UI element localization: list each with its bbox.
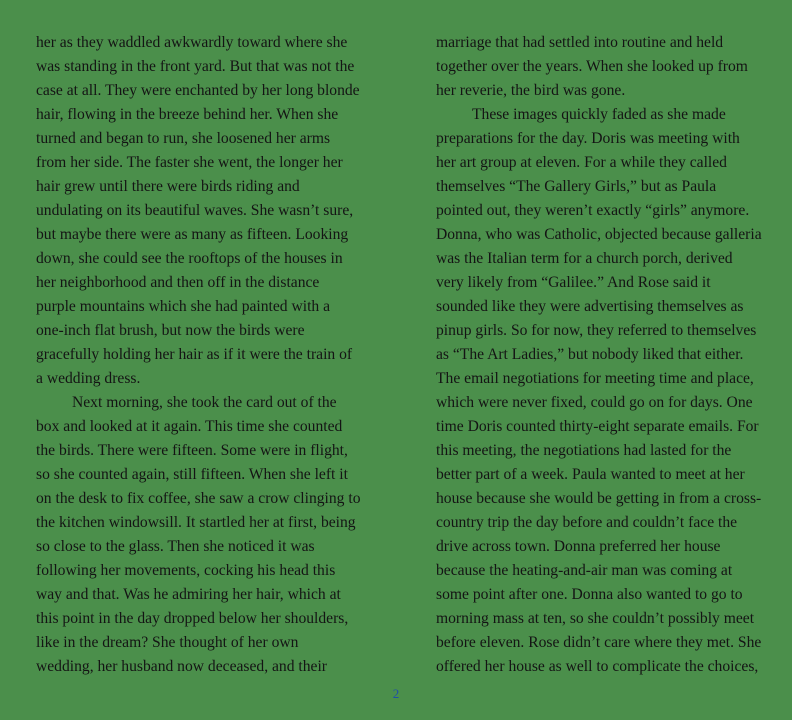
text-line: undulating on its beautiful waves. She wasn’t sure, [36,202,354,219]
text-line: as “The Art Ladies,” but nobody liked that either. [436,346,744,363]
text-line: so she counted again, still fifteen. When she left it [36,466,348,483]
text-line: this meeting, the negotiations had lasted for the [436,442,732,459]
text-line: following her movements, cocking his head this [36,562,336,579]
text-line: sounded like they were advertising themselves as [436,298,744,315]
text-line: her reverie, the bird was gone. [436,82,626,99]
text-line: so close to the glass. Then she noticed it was [36,538,315,555]
text-line: like in the dream? She thought of her own [36,634,299,651]
text-line: down, she could see the rooftops of the houses in [36,250,343,267]
text-line: from her side. The faster she went, the longer her [36,154,343,171]
text-line: some point after one. Donna also wanted to go to [436,586,743,603]
text-line: a wedding dress. [36,370,141,387]
right-column [436,31,766,679]
text-line: time Doris counted thirty-eight separate emails. For [436,418,759,435]
text-line: her neighborhood and then off in the distance [36,274,320,291]
text-line: her art group at eleven. For a while they called [436,154,727,171]
text-line: the birds. There were fifteen. Some were in flight, [36,442,348,459]
text-line: way and that. Was he admiring her hair, which at [36,586,341,603]
text-line: The email negotiations for meeting time and place, [436,370,754,387]
text-line: on the desk to fix coffee, she saw a crow clinging to [36,490,361,507]
text-line: one-inch flat brush, but now the birds were [36,322,305,339]
text-line: country trip the day before and couldn’t face the [436,514,738,531]
text-line: her as they waddled awkwardly toward where she [36,34,348,51]
text-line: offered her house as well to complicate the choices, [436,658,759,675]
text-line: themselves “The Gallery Girls,” but as Paula [436,178,717,195]
text-line: together over the years. When she looked up from [436,58,748,75]
text-line: wedding, her husband now deceased, and their [36,658,327,675]
text-line: was standing in the front yard. But that was not the [36,58,355,75]
text-line: because the heating-and-air man was coming at [436,562,733,579]
page-number: 2 [392,686,400,701]
text-line: box and looked at it again. This time she counted [36,418,343,435]
text-line: Donna, who was Catholic, objected because galleria [436,226,762,243]
text-line: These images quickly faded as she made [472,106,726,123]
text-line: turned and began to run, she loosened her arms [36,130,331,147]
text-line: purple mountains which she had painted with a [36,298,331,315]
text-line: the kitchen windowsill. It startled her at first, being [36,514,356,531]
text-line: was the Italian term for a church porch, derived [436,250,733,267]
text-line: drive across town. Donna preferred her house [436,538,721,555]
text-line: very likely from “Galilee.” And Rose said it [436,274,711,291]
text-line: gracefully holding her hair as if it were the train of [36,346,353,363]
text-line: before eleven. Rose didn’t care where they met. She [436,634,762,651]
text-line: this point in the day dropped below her shoulders, [36,610,349,627]
text-line: hair grew until there were birds riding and [36,178,300,195]
text-line: Next morning, she took the card out of the [72,394,337,411]
text-line: which were never fixed, could go on for days. One [436,394,753,411]
text-line: pinup girls. So for now, they referred to themselves [436,322,757,339]
text-line: hair, flowing in the breeze behind her. When she [36,106,339,123]
text-line: house because she would be getting in from a cross- [436,490,762,507]
text-line: preparations for the day. Doris was meeting with [436,130,740,147]
text-line: marriage that had settled into routine and held [436,34,724,51]
text-line: better part of a week. Paula wanted to meet at her [436,466,745,483]
text-line: pointed out, they weren’t exactly “girls” anymore. [436,202,750,219]
left-column [36,31,366,679]
text-line: morning mass at ten, so she couldn’t possibly meet [436,610,755,627]
text-line: case at all. They were enchanted by her long blonde [36,82,360,99]
text-line: but maybe there were as many as fifteen. Looking [36,226,349,243]
